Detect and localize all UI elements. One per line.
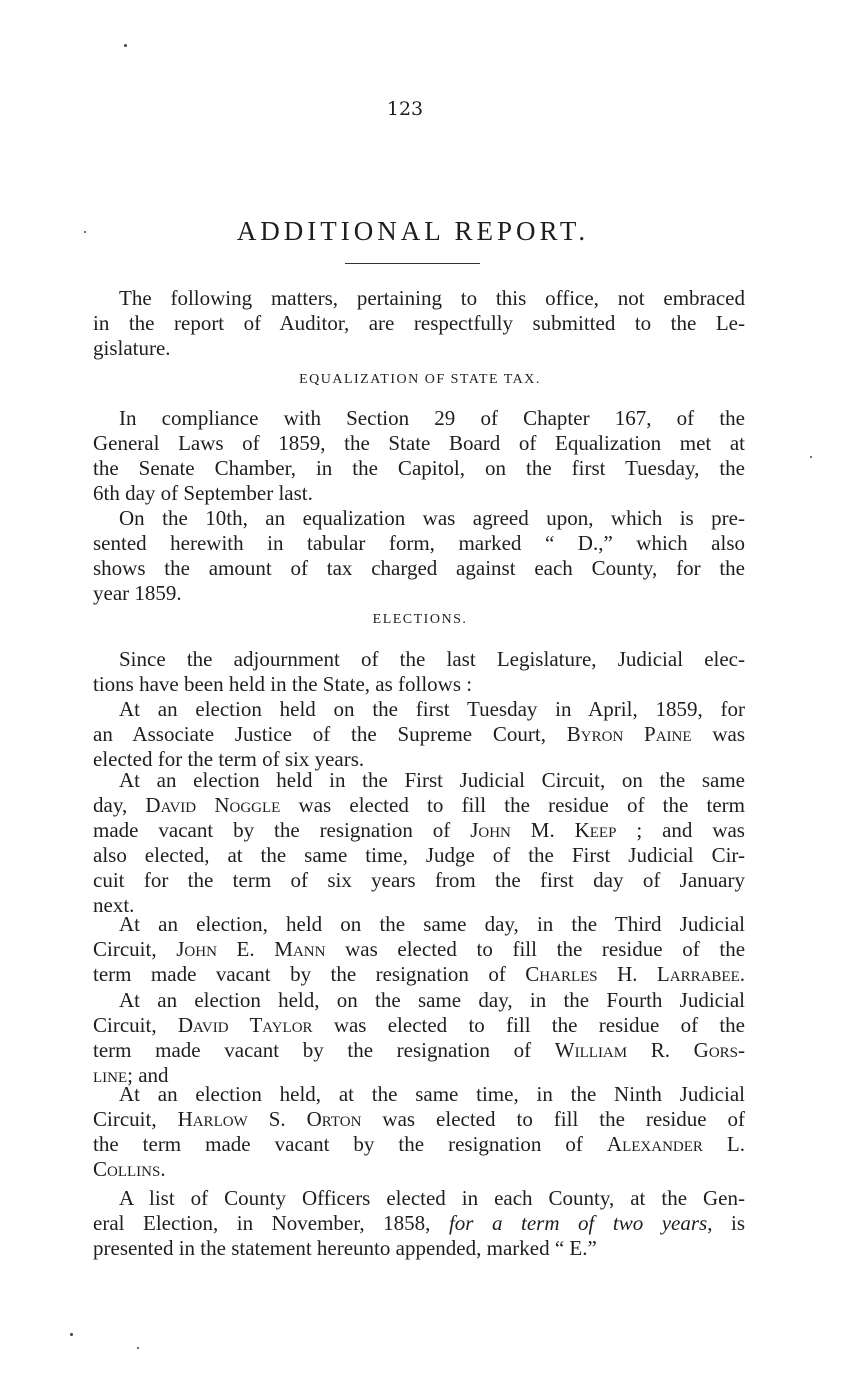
paper-speck (70, 1333, 73, 1336)
text-segment: was elected to fill the residue of (361, 1107, 746, 1131)
text-segment: Circuit, (93, 1013, 178, 1037)
text-line: cuit for the term of six years from the first day of January (93, 868, 745, 892)
text-segment: term made vacant by the resignation of (93, 962, 526, 986)
text-line: At an election held on the first Tuesday in April, 1859, for (119, 697, 745, 721)
text-segment: day, (93, 793, 146, 817)
paper-speck (84, 231, 86, 233)
person-name: line (93, 1063, 128, 1087)
page-number: 123 (386, 98, 424, 120)
text-line: On the 10th, an equalization was agreed upon, which is pre- (119, 506, 745, 530)
paper-speck (810, 456, 812, 458)
text-line (93, 1107, 745, 1132)
person-name: Byron Paine (566, 722, 692, 746)
text-line (93, 1013, 745, 1038)
text-line: At an election held in the First Judicial Circuit, on the same (119, 768, 745, 792)
text-segment: . (160, 1157, 166, 1181)
text-line: year 1859. (93, 581, 182, 605)
text-line: At an election held, on the same day, in the Fourth Judicial (119, 988, 745, 1012)
text-segment: was (691, 722, 745, 746)
text-line: tions have been held in the State, as follows : (93, 672, 473, 696)
text-segment: . (739, 962, 745, 986)
person-name: Alexander L. (606, 1132, 745, 1156)
person-name: David Noggle (145, 793, 281, 817)
elections-paragraph-1 (93, 647, 745, 697)
text-line (93, 1157, 745, 1182)
text-segment: the term made vacant by the resignation of (93, 1132, 607, 1156)
text-segment: was elected to fill the residue of the term (280, 793, 745, 817)
text-segment: was elected to fill the residue of the (312, 1013, 745, 1037)
text-line (93, 1211, 745, 1236)
text-segment: ; and was (616, 818, 745, 842)
elections-paragraph-7 (93, 1186, 745, 1261)
person-name: David Taylor (177, 1013, 313, 1037)
text-segment: , is (707, 1211, 745, 1235)
person-name: John E. Mann (176, 937, 326, 961)
text-segment: made vacant by the resignation of (93, 818, 471, 842)
title-divider (345, 263, 480, 264)
text-line: General Laws of 1859, the State Board of Equalization met at (93, 431, 745, 455)
text-line (93, 962, 745, 987)
section-heading-equalization: EQUALIZATION OF STATE TAX. (299, 372, 541, 387)
text-line: presented in the statement hereunto appended, marked “ E.” (93, 1236, 597, 1260)
text-line: shows the amount of tax charged against each County, for the (93, 556, 745, 580)
page-title: ADDITIONAL REPORT. (236, 216, 590, 246)
elections-paragraph-2 (93, 697, 745, 772)
text-line: next. (93, 893, 135, 917)
text-line: A list of County Officers elected in each County, at the Gen- (119, 1186, 745, 1210)
elections-paragraph-4 (93, 912, 745, 987)
text-segment: was elected to fill the residue of the (325, 937, 746, 961)
text-line: The following matters, pertaining to this office, not embraced (119, 286, 745, 310)
text-line (93, 1038, 745, 1063)
paper-speck (124, 44, 127, 47)
text-segment: an Associate Justice of the Supreme Court, (93, 722, 567, 746)
text-line (93, 818, 745, 843)
paper-speck (137, 1347, 139, 1349)
text-line: 6th day of September last. (93, 481, 313, 505)
text-segment: Circuit, (93, 1107, 178, 1131)
equalization-paragraph-2 (93, 506, 745, 606)
text-segment: eral Election, in November, 1858, (93, 1211, 449, 1235)
person-name: John M. Keep (470, 818, 617, 842)
elections-paragraph-3 (93, 768, 745, 918)
text-line: gislature. (93, 336, 171, 360)
text-line (93, 722, 745, 747)
text-line (93, 1132, 745, 1157)
text-line: the Senate Chamber, in the Capitol, on the first Tuesday, the (93, 456, 745, 480)
text-segment: term made vacant by the resignation of (93, 1038, 555, 1062)
text-line: elected for the term of six years. (93, 747, 365, 771)
elections-paragraph-5 (93, 988, 745, 1088)
text-line: Since the adjournment of the last Legislature, Judicial elec- (119, 647, 745, 671)
text-line: At an election held, at the same time, in the Ninth Judicial (119, 1082, 745, 1106)
equalization-paragraph-1 (93, 406, 745, 506)
text-line: In compliance with Section 29 of Chapter 167, of the (119, 406, 745, 430)
text-line: At an election, held on the same day, in the Third Judicial (119, 912, 745, 936)
person-name: Harlow S. Orton (177, 1107, 362, 1131)
text-segment: ; and (127, 1063, 169, 1087)
person-name: William R. Gors- (554, 1038, 746, 1062)
text-line: sented herewith in tabular form, marked “ D.,” which also (93, 531, 745, 555)
text-line: in the report of Auditor, are respectfully submitted to the Le- (93, 311, 745, 335)
text-line: also elected, at the same time, Judge of the First Judicial Cir- (93, 843, 745, 867)
text-line (93, 937, 745, 962)
text-segment: Circuit, (93, 937, 177, 961)
italic-phrase: for a term of two years (448, 1211, 708, 1235)
person-name: Collins (93, 1157, 161, 1181)
text-line (93, 793, 745, 818)
elections-paragraph-6 (93, 1082, 745, 1182)
intro-paragraph (93, 286, 745, 361)
section-heading-elections: ELECTIONS. (372, 612, 468, 627)
person-name: Charles H. Larrabee (525, 962, 740, 986)
